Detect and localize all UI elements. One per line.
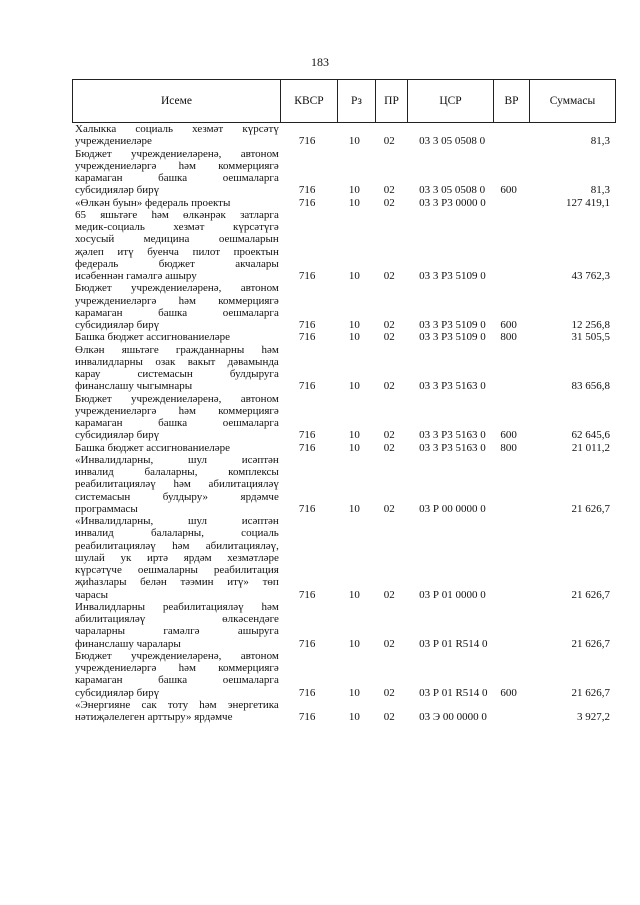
row-name-line: «Инвалидларны, шул исәптән xyxy=(75,453,279,466)
row-pr: 02 xyxy=(383,331,395,344)
row-name-line: чарасы xyxy=(75,588,109,601)
row-name-line: финанслашу чаралары xyxy=(75,637,181,650)
row-name xyxy=(72,209,279,283)
row-name-line: программасы xyxy=(75,502,138,515)
row-pr: 02 xyxy=(383,429,395,442)
row-pr: 02 xyxy=(383,686,395,699)
row-csr: 03 3 P3 5163 0 xyxy=(419,429,486,442)
row-name-line: инвалид балаларны, комплексы xyxy=(75,466,279,478)
row-name-line: карау системасын булдыруга xyxy=(75,368,279,380)
row-rz: 10 xyxy=(348,331,360,344)
row-name-line: «Энергияне сак тоту һәм энергетика xyxy=(75,698,279,711)
row-rz: 10 xyxy=(348,711,360,723)
row-sum: 21 011,2 xyxy=(571,441,610,454)
row-name-line: Бюджет учреждениеләренә, автоном xyxy=(75,649,279,662)
row-name-line: исәбеннән гамәлгә ашыру xyxy=(75,270,197,282)
row-pr: 02 xyxy=(383,637,395,650)
row-sum: 43 762,3 xyxy=(571,270,610,282)
row-csr: 03 3 P3 5163 0 xyxy=(419,441,486,454)
row-csr: 03 Э 00 0000 0 xyxy=(419,711,487,723)
row-kvsr: 716 xyxy=(298,686,316,699)
row-kvsr: 716 xyxy=(298,429,316,442)
row-csr: 03 3 P3 5109 0 xyxy=(419,331,486,344)
row-name-line: реабилитацияләү һәм абилитацияләү xyxy=(75,478,279,491)
row-name-line: учреждениеләргә һәм коммерциягә xyxy=(75,404,279,417)
table-row xyxy=(72,515,612,601)
row-name xyxy=(72,331,279,343)
row-pr: 02 xyxy=(383,196,395,209)
row-name-line: инвалидларны озак вакыт дәвамында xyxy=(75,355,279,368)
row-csr: 03 Р 01 R514 0 xyxy=(419,637,488,650)
row-name-line: системасын булдыру» ярдәмче xyxy=(75,490,279,503)
row-kvsr: 716 xyxy=(298,184,316,197)
row-name-line: 65 яшьтәге һәм өлкәнрәк затларга xyxy=(75,208,279,221)
row-name-line: финанслашу чыгымнары xyxy=(75,380,193,393)
header-vr: ВР xyxy=(494,80,530,123)
row-rz: 10 xyxy=(348,502,360,515)
row-kvsr: 716 xyxy=(298,380,316,393)
row-name-line: субсидияләр бирү xyxy=(75,319,160,331)
row-pr: 02 xyxy=(383,441,395,454)
header-csr: ЦСР xyxy=(408,80,494,123)
row-name-line: учреждениеләргә һәм коммерциягә xyxy=(75,662,279,674)
row-name-line: Бюджет учреждениеләренә, автоном xyxy=(75,282,279,295)
row-csr: 03 Р 01 0000 0 xyxy=(419,588,486,601)
row-name-line: «Өлкән буын» федераль проекты xyxy=(75,196,231,209)
row-csr: 03 3 05 0508 0 xyxy=(419,184,486,197)
row-name xyxy=(72,515,279,601)
row-kvsr: 716 xyxy=(298,196,316,209)
row-pr: 02 xyxy=(383,270,395,282)
row-pr: 02 xyxy=(383,380,395,393)
row-pr: 02 xyxy=(383,135,395,148)
row-name-line: Башка бюджет ассигнованиеләре xyxy=(75,331,230,344)
header-rz: Рз xyxy=(338,80,376,123)
row-name-line: Өлкән яшьтәге гражданнарны һәм xyxy=(75,343,279,356)
row-name-line: карамаган башка оешмаларга xyxy=(75,306,279,319)
row-kvsr: 716 xyxy=(298,270,316,282)
table-row xyxy=(72,344,612,393)
row-sum: 12 256,8 xyxy=(571,319,610,331)
row-name xyxy=(72,650,279,699)
table-row xyxy=(72,197,612,209)
table-row xyxy=(72,699,612,724)
row-rz: 10 xyxy=(348,588,360,601)
row-rz: 10 xyxy=(348,135,360,148)
row-name xyxy=(72,197,279,209)
table-row xyxy=(72,123,612,148)
row-name xyxy=(72,442,279,454)
row-kvsr: 716 xyxy=(298,711,316,723)
row-vr: 800 xyxy=(500,331,517,344)
header-kvsr: КВСР xyxy=(281,80,338,123)
row-name-line: субсидияләр бирү xyxy=(75,686,160,699)
row-name-line: күрсәтүче оешмаларны реабилитация xyxy=(75,564,279,576)
table-header xyxy=(72,79,616,123)
row-name-line: хосусый медицина оешмаларын xyxy=(75,233,279,246)
row-sum: 3 927,2 xyxy=(577,711,610,723)
row-vr: 600 xyxy=(500,184,517,197)
page-number: 183 xyxy=(311,55,329,69)
row-rz: 10 xyxy=(348,441,360,454)
table-row xyxy=(72,148,612,197)
row-name xyxy=(72,454,279,515)
table-row xyxy=(72,282,612,331)
row-name-line: җиһазлары белән тәэмин итү» төп xyxy=(75,576,279,589)
row-name-line: медик-социаль хезмәт күрсәтүгә xyxy=(75,221,279,233)
row-vr: 600 xyxy=(500,319,517,331)
row-csr: 03 Р 01 R514 0 xyxy=(419,686,488,699)
row-vr: 800 xyxy=(500,441,517,454)
row-name xyxy=(72,393,279,442)
row-pr: 02 xyxy=(383,588,395,601)
row-name-line: Бюджет учреждениеләренә, автоном xyxy=(75,392,279,405)
row-kvsr: 716 xyxy=(298,441,316,454)
table-row xyxy=(72,601,612,650)
table-row xyxy=(72,331,612,343)
row-sum: 127 419,1 xyxy=(566,196,610,209)
row-pr: 02 xyxy=(383,711,395,723)
table-row xyxy=(72,454,612,515)
row-sum: 81,3 xyxy=(590,184,610,197)
row-rz: 10 xyxy=(348,196,360,209)
row-kvsr: 716 xyxy=(298,637,316,650)
row-name xyxy=(72,148,279,197)
row-vr: 600 xyxy=(500,429,517,442)
row-name-line: Халыкка социаль хезмәт күрсәтү xyxy=(75,123,279,135)
row-name-line: «Инвалидларны, шул исәптән xyxy=(75,515,279,527)
row-name-line: карамаган башка оешмаларга xyxy=(75,417,279,429)
table-row xyxy=(72,393,612,442)
table-body xyxy=(72,123,612,723)
row-name-line: субсидияләр бирү xyxy=(75,184,160,197)
header-name: Исеме xyxy=(73,80,281,123)
row-name-line: инвалид балаларны, социаль xyxy=(75,527,279,540)
row-kvsr: 716 xyxy=(298,319,316,331)
row-name-line: федераль бюджет акчалары xyxy=(75,257,279,270)
row-rz: 10 xyxy=(348,637,360,650)
row-sum: 21 626,7 xyxy=(571,588,610,601)
row-name-line: шулай ук иртә ярдәм хезмәтләре xyxy=(75,551,279,564)
row-name-line: Инвалидларны реабилитацияләү һәм xyxy=(75,600,279,613)
row-rz: 10 xyxy=(348,270,360,282)
row-name xyxy=(72,123,279,148)
row-name-line: карамаган башка оешмаларга xyxy=(75,674,279,687)
row-name-line: учреждениеләргә һәм коммерциягә xyxy=(75,294,279,307)
row-csr: 03 3 P3 5109 0 xyxy=(419,270,486,282)
row-name xyxy=(72,344,279,393)
row-sum: 21 626,7 xyxy=(571,637,610,650)
row-csr: 03 3 P3 5163 0 xyxy=(419,380,486,393)
row-name-line: карамаган башка оешмаларга xyxy=(75,172,279,184)
row-rz: 10 xyxy=(348,686,360,699)
row-kvsr: 716 xyxy=(298,502,316,515)
row-rz: 10 xyxy=(348,319,360,331)
table-row xyxy=(72,209,612,283)
row-csr: 03 Р 00 0000 0 xyxy=(419,502,486,515)
row-name-line: учреждениеләре xyxy=(75,135,152,148)
row-name-line: учреждениеләргә һәм коммерциягә xyxy=(75,159,279,172)
row-sum: 62 645,6 xyxy=(571,429,610,442)
row-pr: 02 xyxy=(383,184,395,197)
header-pr: ПР xyxy=(376,80,408,123)
row-pr: 02 xyxy=(383,502,395,515)
row-sum: 21 626,7 xyxy=(571,502,610,515)
row-csr: 03 3 P3 5109 0 xyxy=(419,319,486,331)
row-name-line: Башка бюджет ассигнованиеләре xyxy=(75,441,230,454)
row-csr: 03 3 P3 0000 0 xyxy=(419,196,486,209)
row-csr: 03 3 05 0508 0 xyxy=(419,135,486,148)
row-rz: 10 xyxy=(348,429,360,442)
row-sum: 81,3 xyxy=(590,135,610,148)
row-vr: 600 xyxy=(500,686,517,699)
row-name-line: җәлеп итү буенча пилот проектын xyxy=(75,245,279,258)
row-rz: 10 xyxy=(348,380,360,393)
row-name-line: субсидияләр бирү xyxy=(75,429,160,442)
header-sum: Суммасы xyxy=(530,80,616,123)
table-row xyxy=(72,442,612,454)
row-name xyxy=(72,282,279,331)
row-kvsr: 716 xyxy=(298,331,316,344)
row-sum: 83 656,8 xyxy=(571,380,610,393)
row-sum: 21 626,7 xyxy=(571,686,610,699)
row-pr: 02 xyxy=(383,319,395,331)
row-name-line: абилитацияләү өлкәсендәге xyxy=(75,613,279,625)
row-name-line: Бюджет учреждениеләренә, автоном xyxy=(75,147,279,160)
row-name-line: нәтиҗәлелеген арттыру» ярдәмче xyxy=(75,711,233,723)
row-kvsr: 716 xyxy=(298,135,316,148)
row-name xyxy=(72,699,279,724)
row-name-line: чараларны гамәлгә ашыруга xyxy=(75,625,279,638)
row-rz: 10 xyxy=(348,184,360,197)
table-row xyxy=(72,650,612,699)
row-sum: 31 505,5 xyxy=(571,331,610,344)
row-kvsr: 716 xyxy=(298,588,316,601)
row-name-line: реабилитацияләү һәм абилитацияләү, xyxy=(75,539,279,552)
row-name xyxy=(72,601,279,650)
